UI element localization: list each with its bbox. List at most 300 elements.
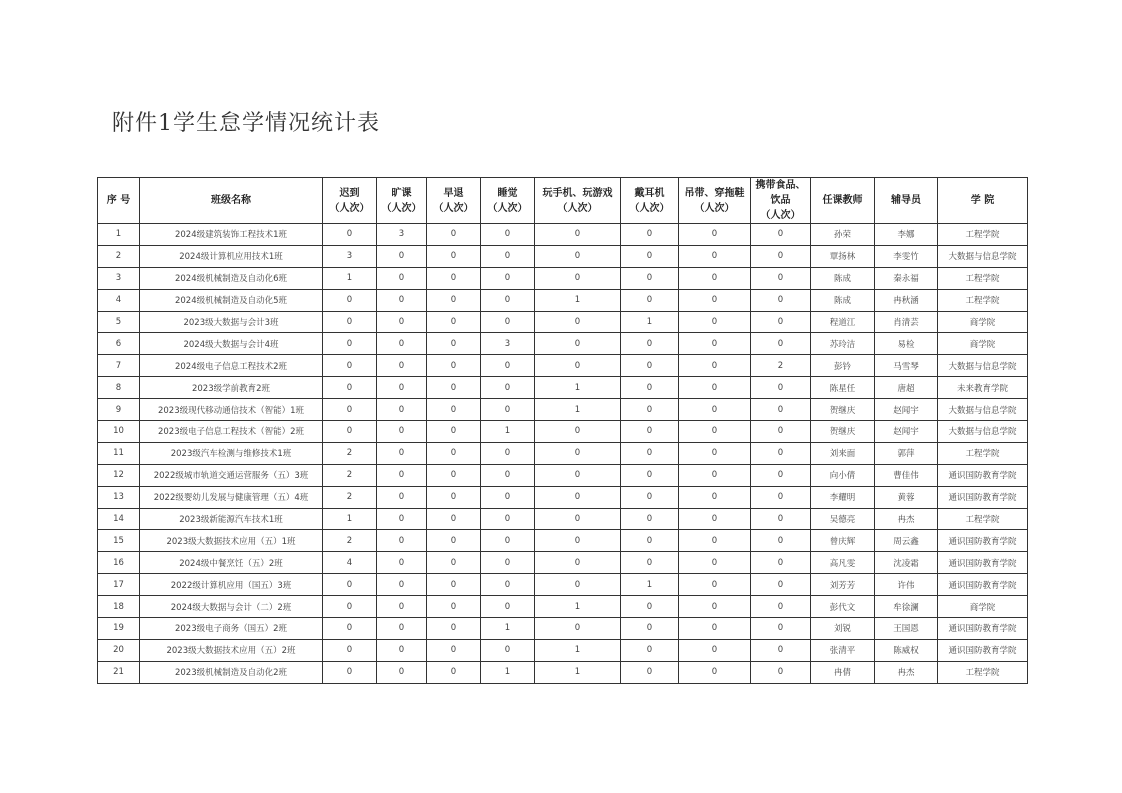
table-cell: 1 — [481, 618, 535, 640]
table-cell: 大数据与信息学院 — [938, 399, 1028, 421]
column-header-text: 饮品 — [770, 195, 791, 206]
table-cell: 0 — [621, 377, 679, 399]
column-header-text: 学 院 — [970, 195, 995, 206]
table-cell: 0 — [377, 377, 427, 399]
table-cell: 0 — [377, 442, 427, 464]
table-cell: 0 — [427, 552, 481, 574]
table-cell: 0 — [377, 661, 427, 683]
table-cell: 通识国防教育学院 — [938, 574, 1028, 596]
table-cell: 0 — [481, 639, 535, 661]
table-cell: 2023级学前教育2班 — [140, 377, 323, 399]
table-cell: 0 — [751, 464, 811, 486]
table-cell: 3 — [481, 333, 535, 355]
table-cell: 2023级电子商务（国五）2班 — [140, 618, 323, 640]
table-cell: 10 — [98, 421, 140, 443]
table-cell: 0 — [535, 311, 621, 333]
table-cell: 曹佳伟 — [875, 464, 938, 486]
table-cell: 9 — [98, 399, 140, 421]
table-cell: 赵闻宇 — [875, 399, 938, 421]
table-cell: 刘锐 — [811, 618, 875, 640]
table-cell: 0 — [621, 618, 679, 640]
table-cell: 0 — [679, 508, 751, 530]
table-cell: 沈凌霜 — [875, 552, 938, 574]
table-cell: 2024级大数据与会计4班 — [140, 333, 323, 355]
table-row — [98, 442, 1028, 464]
table-cell: 0 — [427, 333, 481, 355]
table-cell: 0 — [621, 552, 679, 574]
table-cell: 6 — [98, 333, 140, 355]
column-header-text: 序 号 — [106, 195, 131, 206]
column-header-text: （人次） — [760, 210, 801, 221]
table-cell: 冉杰 — [875, 661, 938, 683]
table-cell: 彭钤 — [811, 355, 875, 377]
table-cell: 12 — [98, 464, 140, 486]
table-cell: 0 — [621, 399, 679, 421]
table-cell: 0 — [679, 245, 751, 267]
table-row — [98, 661, 1028, 683]
table-cell: 2 — [323, 530, 377, 552]
table-cell: 通识国防教育学院 — [938, 618, 1028, 640]
table-cell: 0 — [535, 552, 621, 574]
table-cell: 大数据与信息学院 — [938, 245, 1028, 267]
column-header-text: （人次） — [329, 202, 370, 214]
table-cell: 0 — [481, 355, 535, 377]
table-cell: 16 — [98, 552, 140, 574]
table-cell: 工程学院 — [938, 661, 1028, 683]
table-cell: 0 — [535, 224, 621, 246]
table-cell: 张清平 — [811, 639, 875, 661]
table-cell: 1 — [481, 661, 535, 683]
table-cell: 0 — [323, 596, 377, 618]
table-cell: 0 — [427, 377, 481, 399]
table-cell: 工程学院 — [938, 267, 1028, 289]
table-cell: 赵闻宇 — [875, 421, 938, 443]
table-cell: 0 — [377, 289, 427, 311]
table-cell: 0 — [427, 355, 481, 377]
table-cell: 秦永福 — [875, 267, 938, 289]
table-cell: 0 — [621, 508, 679, 530]
table-cell: 0 — [535, 530, 621, 552]
column-header-text: （人次） — [694, 202, 735, 214]
table-cell: 苏玲洁 — [811, 333, 875, 355]
table-cell: 0 — [535, 442, 621, 464]
column-header-text: 辅导员 — [891, 195, 921, 206]
table-cell: 0 — [377, 574, 427, 596]
table-cell: 0 — [323, 421, 377, 443]
table-cell: 0 — [427, 421, 481, 443]
table-row — [98, 486, 1028, 508]
table-cell: 0 — [621, 442, 679, 464]
table-cell: 2 — [323, 486, 377, 508]
table-cell: 0 — [621, 224, 679, 246]
column-header — [938, 178, 1028, 224]
column-header-text: 携带食品、 — [755, 180, 806, 191]
table-cell: 唐超 — [875, 377, 938, 399]
table-row — [98, 355, 1028, 377]
page-title: 附件1学生怠学情况统计表 — [112, 111, 380, 136]
table-cell: 0 — [751, 442, 811, 464]
table-cell: 工程学院 — [938, 508, 1028, 530]
table-cell: 2024级大数据与会计（二）2班 — [140, 596, 323, 618]
table-cell: 2024级机械制造及自动化6班 — [140, 267, 323, 289]
column-header-text: 班级名称 — [211, 195, 251, 206]
table-cell: 0 — [751, 267, 811, 289]
table-cell: 0 — [427, 464, 481, 486]
table-cell: 0 — [323, 311, 377, 333]
table-cell: 未来教育学院 — [938, 377, 1028, 399]
table-cell: 4 — [98, 289, 140, 311]
table-cell: 0 — [621, 355, 679, 377]
table-cell: 0 — [481, 486, 535, 508]
table-row — [98, 639, 1028, 661]
table-cell: 牟徐澜 — [875, 596, 938, 618]
column-header-text: （人次） — [557, 202, 598, 214]
table-cell: 0 — [679, 639, 751, 661]
table-cell: 通识国防教育学院 — [938, 530, 1028, 552]
table-cell: 0 — [621, 464, 679, 486]
table-cell: 0 — [481, 530, 535, 552]
table-body — [98, 224, 1028, 684]
table-cell: 2 — [323, 464, 377, 486]
table-cell: 1 — [535, 399, 621, 421]
table-cell: 0 — [679, 311, 751, 333]
table-cell: 0 — [481, 574, 535, 596]
table-cell: 0 — [621, 596, 679, 618]
table-cell: 0 — [427, 224, 481, 246]
table-cell: 1 — [621, 574, 679, 596]
table-cell: 李耀明 — [811, 486, 875, 508]
table-cell: 向小倩 — [811, 464, 875, 486]
table-cell: 通识国防教育学院 — [938, 552, 1028, 574]
table-cell: 2023级大数据与会计3班 — [140, 311, 323, 333]
table-cell: 1 — [98, 224, 140, 246]
table-row — [98, 224, 1028, 246]
column-header-text: 任课教师 — [822, 195, 863, 206]
table-cell: 1 — [535, 377, 621, 399]
table-cell: 0 — [323, 333, 377, 355]
table-cell: 0 — [377, 421, 427, 443]
table-row — [98, 311, 1028, 333]
column-header-text: 睡觉 — [497, 187, 518, 199]
table-cell: 陈成 — [811, 289, 875, 311]
table-cell: 17 — [98, 574, 140, 596]
table-cell: 0 — [535, 574, 621, 596]
table-cell: 0 — [679, 355, 751, 377]
table-cell: 0 — [377, 399, 427, 421]
table-cell: 0 — [535, 245, 621, 267]
table-cell: 1 — [323, 267, 377, 289]
table-cell: 易检 — [875, 333, 938, 355]
table-cell: 0 — [679, 442, 751, 464]
table-cell: 刘芳芳 — [811, 574, 875, 596]
table-cell: 马雪琴 — [875, 355, 938, 377]
table-row — [98, 574, 1028, 596]
table-cell: 0 — [535, 464, 621, 486]
table-cell: 0 — [679, 618, 751, 640]
column-header-text: 戴耳机 — [634, 187, 665, 199]
table-cell: 0 — [535, 618, 621, 640]
table-cell: 0 — [377, 508, 427, 530]
table-cell: 0 — [427, 639, 481, 661]
table-cell: 高凡雯 — [811, 552, 875, 574]
table-cell: 0 — [679, 421, 751, 443]
table-cell: 0 — [427, 574, 481, 596]
table-cell: 0 — [679, 530, 751, 552]
table-cell: 0 — [481, 552, 535, 574]
table-cell: 0 — [377, 486, 427, 508]
table-cell: 彭代文 — [811, 596, 875, 618]
table-cell: 0 — [751, 289, 811, 311]
table-cell: 0 — [621, 661, 679, 683]
table-cell: 0 — [481, 399, 535, 421]
table-cell: 黄蓉 — [875, 486, 938, 508]
table-cell: 0 — [427, 486, 481, 508]
table-row — [98, 289, 1028, 311]
table-cell: 0 — [377, 333, 427, 355]
table-cell: 陈星任 — [811, 377, 875, 399]
table-cell: 7 — [98, 355, 140, 377]
column-header-text: 吊带、穿拖鞋 — [684, 187, 745, 199]
table-cell: 2023级现代移动通信技术（智能）1班 — [140, 399, 323, 421]
table-cell: 0 — [751, 333, 811, 355]
table-cell: 李娜 — [875, 224, 938, 246]
table-cell: 陈威权 — [875, 639, 938, 661]
table-cell: 0 — [535, 333, 621, 355]
table-cell: 肖清芸 — [875, 311, 938, 333]
table-cell: 0 — [427, 442, 481, 464]
table-row — [98, 421, 1028, 443]
table-cell: 1 — [621, 311, 679, 333]
table-cell: 0 — [481, 442, 535, 464]
table-cell: 18 — [98, 596, 140, 618]
table-row — [98, 618, 1028, 640]
table-cell: 2 — [323, 442, 377, 464]
table-cell: 王国恩 — [875, 618, 938, 640]
table-cell: 0 — [679, 267, 751, 289]
table-cell: 15 — [98, 530, 140, 552]
table-cell: 2022级城市轨道交通运营服务（五）3班 — [140, 464, 323, 486]
table-cell: 0 — [621, 267, 679, 289]
table-cell: 0 — [377, 552, 427, 574]
table-cell: 0 — [427, 508, 481, 530]
column-header-text: 玩手机、玩游戏 — [542, 187, 613, 199]
table-row — [98, 399, 1028, 421]
column-header — [535, 178, 621, 224]
table-cell: 通识国防教育学院 — [938, 639, 1028, 661]
table-cell: 李雯竹 — [875, 245, 938, 267]
table-cell: 刘来面 — [811, 442, 875, 464]
table-cell: 2022级计算机应用（国五）3班 — [140, 574, 323, 596]
table-row — [98, 508, 1028, 530]
column-header — [875, 178, 938, 224]
table-cell: 2024级电子信息工程技术2班 — [140, 355, 323, 377]
table-cell: 2024级中餐烹饪（五）2班 — [140, 552, 323, 574]
table-cell: 0 — [751, 552, 811, 574]
table-cell: 0 — [427, 245, 481, 267]
table-cell: 覃扬林 — [811, 245, 875, 267]
table-cell: 3 — [323, 245, 377, 267]
table-cell: 0 — [751, 224, 811, 246]
table-cell: 2023级新能源汽车技术1班 — [140, 508, 323, 530]
table-cell: 13 — [98, 486, 140, 508]
table-cell: 0 — [679, 377, 751, 399]
table-cell: 2023级大数据技术应用（五）2班 — [140, 639, 323, 661]
table-cell: 0 — [323, 355, 377, 377]
table-cell: 通识国防教育学院 — [938, 486, 1028, 508]
table-cell: 1 — [535, 639, 621, 661]
column-header-text: 旷课 — [391, 187, 412, 199]
table-cell: 0 — [621, 486, 679, 508]
column-header-text: （人次） — [381, 202, 422, 214]
table-cell: 0 — [679, 661, 751, 683]
statistics-table — [97, 177, 1028, 684]
table-cell: 0 — [427, 311, 481, 333]
table-cell: 0 — [323, 289, 377, 311]
table-cell: 0 — [679, 224, 751, 246]
table-cell: 0 — [481, 311, 535, 333]
table-cell: 0 — [323, 618, 377, 640]
table-header-row — [98, 178, 1028, 224]
table-cell: 0 — [621, 421, 679, 443]
table-cell: 0 — [679, 464, 751, 486]
table-cell: 商学院 — [938, 311, 1028, 333]
table-cell: 14 — [98, 508, 140, 530]
table-cell: 工程学院 — [938, 289, 1028, 311]
table-cell: 2023级汽车检测与维修技术1班 — [140, 442, 323, 464]
column-header — [811, 178, 875, 224]
table-cell: 0 — [679, 552, 751, 574]
table-cell: 0 — [481, 224, 535, 246]
table-cell: 0 — [323, 661, 377, 683]
column-header — [377, 178, 427, 224]
table-cell: 0 — [621, 289, 679, 311]
table-cell: 0 — [751, 486, 811, 508]
table-cell: 0 — [481, 289, 535, 311]
table-cell: 0 — [751, 377, 811, 399]
table-cell: 0 — [323, 377, 377, 399]
table-cell: 工程学院 — [938, 224, 1028, 246]
table-cell: 1 — [535, 289, 621, 311]
table-cell: 1 — [535, 661, 621, 683]
table-cell: 0 — [427, 618, 481, 640]
table-cell: 0 — [377, 530, 427, 552]
table-cell: 程道江 — [811, 311, 875, 333]
table-cell: 冉倩 — [811, 661, 875, 683]
column-header-text: （人次） — [487, 202, 528, 214]
table-cell: 1 — [535, 596, 621, 618]
table-cell: 0 — [323, 574, 377, 596]
table-cell: 0 — [481, 596, 535, 618]
table-cell: 贺继庆 — [811, 399, 875, 421]
table-cell: 商学院 — [938, 596, 1028, 618]
table-cell: 0 — [621, 245, 679, 267]
table-cell: 0 — [377, 618, 427, 640]
table-cell: 贺继庆 — [811, 421, 875, 443]
table-cell: 0 — [427, 289, 481, 311]
table-cell: 郭萍 — [875, 442, 938, 464]
column-header — [98, 178, 140, 224]
table-cell: 0 — [679, 333, 751, 355]
table-cell: 许伟 — [875, 574, 938, 596]
column-header — [751, 178, 811, 224]
column-header — [679, 178, 751, 224]
table-cell: 大数据与信息学院 — [938, 355, 1028, 377]
table-row — [98, 552, 1028, 574]
table-row — [98, 596, 1028, 618]
column-header — [427, 178, 481, 224]
table-cell: 通识国防教育学院 — [938, 464, 1028, 486]
table-cell: 0 — [323, 639, 377, 661]
table-cell: 0 — [481, 245, 535, 267]
table-cell: 1 — [323, 508, 377, 530]
table-cell: 0 — [751, 596, 811, 618]
table-cell: 0 — [535, 486, 621, 508]
table-cell: 0 — [751, 639, 811, 661]
table-cell: 0 — [481, 464, 535, 486]
table-row — [98, 377, 1028, 399]
table-cell: 4 — [323, 552, 377, 574]
table-cell: 11 — [98, 442, 140, 464]
table-cell: 3 — [377, 224, 427, 246]
table-cell: 吴德亮 — [811, 508, 875, 530]
table-cell: 0 — [377, 267, 427, 289]
table-cell: 0 — [621, 639, 679, 661]
table-cell: 2 — [751, 355, 811, 377]
table-cell: 0 — [377, 596, 427, 618]
column-header — [323, 178, 377, 224]
column-header-text: （人次） — [629, 202, 670, 214]
table-cell: 曾庆辉 — [811, 530, 875, 552]
column-header — [621, 178, 679, 224]
table-row — [98, 530, 1028, 552]
column-header-text: 早退 — [443, 187, 464, 199]
table-cell: 0 — [751, 508, 811, 530]
table-cell: 0 — [679, 596, 751, 618]
table-cell: 0 — [751, 530, 811, 552]
table-cell: 0 — [751, 574, 811, 596]
table-cell: 0 — [535, 355, 621, 377]
table-cell: 0 — [323, 399, 377, 421]
table-cell: 20 — [98, 639, 140, 661]
table-cell: 2024级机械制造及自动化5班 — [140, 289, 323, 311]
column-header — [481, 178, 535, 224]
table-row — [98, 245, 1028, 267]
table-cell: 2022级婴幼儿发展与健康管理（五）4班 — [140, 486, 323, 508]
table-cell: 0 — [535, 267, 621, 289]
column-header-text: 迟到 — [339, 187, 360, 199]
table-cell: 孙荣 — [811, 224, 875, 246]
table-cell: 0 — [751, 618, 811, 640]
table-cell: 0 — [621, 333, 679, 355]
table-cell: 冉杰 — [875, 508, 938, 530]
table-cell: 0 — [481, 377, 535, 399]
table-cell: 0 — [377, 464, 427, 486]
table-cell: 1 — [481, 421, 535, 443]
table-cell: 5 — [98, 311, 140, 333]
table-cell: 冉秋涵 — [875, 289, 938, 311]
table-cell: 周云鑫 — [875, 530, 938, 552]
table-cell: 大数据与信息学院 — [938, 421, 1028, 443]
table-cell: 0 — [427, 267, 481, 289]
table-cell: 0 — [377, 245, 427, 267]
table-cell: 19 — [98, 618, 140, 640]
table-cell: 0 — [377, 639, 427, 661]
table-cell: 0 — [427, 596, 481, 618]
table-cell: 0 — [481, 267, 535, 289]
table-cell: 0 — [323, 224, 377, 246]
table-row — [98, 464, 1028, 486]
table-row — [98, 333, 1028, 355]
